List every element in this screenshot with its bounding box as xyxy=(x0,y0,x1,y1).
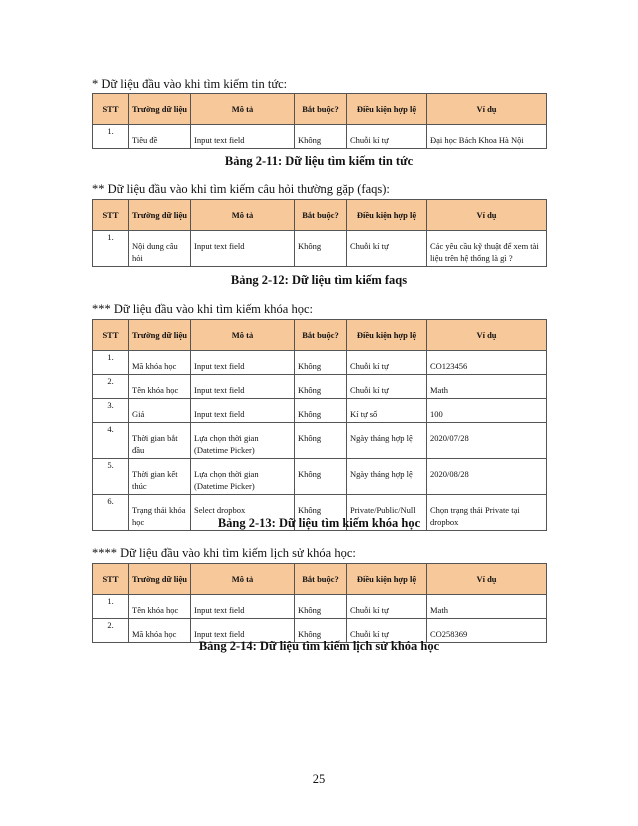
cell-stt: 1. xyxy=(93,125,129,149)
cell-field: Thời gian kết thúc xyxy=(129,459,191,495)
cell-field: Thời gian bắt đầu xyxy=(129,423,191,459)
cell-stt: 1. xyxy=(93,231,129,267)
cell-required: Không xyxy=(295,399,347,423)
header-example: Ví dụ xyxy=(427,200,547,231)
cell-example: Math xyxy=(427,595,547,619)
header-stt: STT xyxy=(93,320,129,351)
cell-condition: Chuỗi kí tự xyxy=(347,351,427,375)
table-caption-2-13: Bảng 2-13: Dữ liệu tìm kiếm khóa học xyxy=(217,516,421,530)
cell-required: Không xyxy=(295,495,347,531)
header-stt: STT xyxy=(93,564,129,595)
cell-stt: 2. xyxy=(93,375,129,399)
header-condition: Điều kiện hợp lệ xyxy=(347,320,427,351)
cell-field: Tên khóa học xyxy=(129,375,191,399)
header-required: Bắt buộc? xyxy=(295,320,347,351)
news-search-table xyxy=(92,93,547,149)
cell-stt: 1. xyxy=(93,595,129,619)
cell-example: Math xyxy=(427,375,547,399)
cell-desc: Lựa chọn thời gian (Datetime Picker) xyxy=(191,459,295,495)
cell-example: 100 xyxy=(427,399,547,423)
header-stt: STT xyxy=(93,94,129,125)
cell-condition: Chuỗi kí tự xyxy=(347,231,427,267)
header-condition: Điều kiện hợp lệ xyxy=(347,200,427,231)
cell-stt: 2. xyxy=(93,619,129,643)
header-field: Trường dữ liệu xyxy=(129,200,191,231)
table-header-row xyxy=(93,94,547,125)
cell-example: Các yêu cầu kỹ thuật để xem tài liệu trên hệ thống là gì ? xyxy=(427,231,547,267)
cell-condition: Chuỗi kí tự xyxy=(347,619,427,643)
cell-field: Mã khóa học xyxy=(129,619,191,643)
header-field: Trường dữ liệu xyxy=(129,564,191,595)
cell-condition: Chuỗi kí tự xyxy=(347,595,427,619)
cell-desc: Input text field xyxy=(191,619,295,643)
header-desc: Mô tả xyxy=(191,94,295,125)
cell-example: 2020/08/28 xyxy=(427,459,547,495)
header-required: Bắt buộc? xyxy=(295,564,347,595)
header-example: Ví dụ xyxy=(427,564,547,595)
cell-condition: Kí tự số xyxy=(347,399,427,423)
table-row xyxy=(93,399,547,423)
cell-desc: Input text field xyxy=(191,351,295,375)
cell-required: Không xyxy=(295,375,347,399)
cell-field: Giá xyxy=(129,399,191,423)
cell-desc: Input text field xyxy=(191,399,295,423)
cell-required: Không xyxy=(295,125,347,149)
cell-field: Tên khóa học xyxy=(129,595,191,619)
cell-desc: Input text field xyxy=(191,125,295,149)
header-desc: Mô tả xyxy=(191,320,295,351)
header-desc: Mô tả xyxy=(191,200,295,231)
header-field: Trường dữ liệu xyxy=(129,94,191,125)
course-history-search-table xyxy=(92,563,547,643)
table-header-row xyxy=(93,564,547,595)
section-intro-news: * Dữ liệu đầu vào khi tìm kiếm tin tức: xyxy=(92,77,288,91)
cell-desc: Input text field xyxy=(191,375,295,399)
cell-stt: 6. xyxy=(93,495,129,531)
cell-condition: Chuỗi kí tự xyxy=(347,125,427,149)
cell-required: Không xyxy=(295,459,347,495)
page-number: 25 xyxy=(312,772,326,786)
header-desc: Mô tả xyxy=(191,564,295,595)
section-intro-courses: *** Dữ liệu đầu vào khi tìm kiếm khóa học: xyxy=(92,302,313,316)
cell-condition: Chuỗi kí tự xyxy=(347,375,427,399)
cell-stt: 4. xyxy=(93,423,129,459)
faqs-search-table xyxy=(92,199,547,267)
table-caption-2-14: Bảng 2-14: Dữ liệu tìm kiếm lịch sử khóa học xyxy=(198,639,440,653)
cell-condition: Ngày tháng hợp lệ xyxy=(347,459,427,495)
table-row xyxy=(93,351,547,375)
section-intro-course-history: **** Dữ liệu đầu vào khi tìm kiếm lịch sử khóa học: xyxy=(92,546,356,560)
header-field: Trường dữ liệu xyxy=(129,320,191,351)
cell-field: Mã khóa học xyxy=(129,351,191,375)
cell-stt: 1. xyxy=(93,351,129,375)
cell-field: Trạng thái khóa học xyxy=(129,495,191,531)
cell-example: CO258369 xyxy=(427,619,547,643)
section-intro-faqs: ** Dữ liệu đầu vào khi tìm kiếm câu hỏi thường gặp (faqs): xyxy=(92,182,390,196)
cell-condition: Private/Public/Null xyxy=(347,495,427,531)
table-header-row xyxy=(93,200,547,231)
cell-required: Không xyxy=(295,619,347,643)
cell-example: Chọn trạng thái Private tại dropbox xyxy=(427,495,547,531)
header-required: Bắt buộc? xyxy=(295,200,347,231)
header-example: Ví dụ xyxy=(427,320,547,351)
table-row xyxy=(93,459,547,495)
cell-required: Không xyxy=(295,231,347,267)
cell-field: Tiêu đề xyxy=(129,125,191,149)
cell-example: Đại học Bách Khoa Hà Nội xyxy=(427,125,547,149)
cell-stt: 5. xyxy=(93,459,129,495)
table-row xyxy=(93,375,547,399)
header-condition: Điều kiện hợp lệ xyxy=(347,564,427,595)
header-example: Ví dụ xyxy=(427,94,547,125)
cell-field: Nội dung câu hỏi xyxy=(129,231,191,267)
cell-stt: 3. xyxy=(93,399,129,423)
cell-example: CO123456 xyxy=(427,351,547,375)
cell-required: Không xyxy=(295,423,347,459)
cell-required: Không xyxy=(295,351,347,375)
cell-desc: Lựa chọn thời gian (Datetime Picker) xyxy=(191,423,295,459)
cell-desc: Select dropbox xyxy=(191,495,295,531)
header-condition: Điều kiện hợp lệ xyxy=(347,94,427,125)
table-row xyxy=(93,125,547,149)
table-row xyxy=(93,423,547,459)
cell-example: 2020/07/28 xyxy=(427,423,547,459)
table-row xyxy=(93,595,547,619)
table-header-row xyxy=(93,320,547,351)
table-caption-2-11: Bảng 2-11: Dữ liệu tìm kiếm tin tức xyxy=(224,154,414,168)
header-stt: STT xyxy=(93,200,129,231)
table-row xyxy=(93,231,547,267)
cell-condition: Ngày tháng hợp lệ xyxy=(347,423,427,459)
cell-required: Không xyxy=(295,595,347,619)
cell-desc: Input text field xyxy=(191,595,295,619)
header-required: Bắt buộc? xyxy=(295,94,347,125)
table-caption-2-12: Bảng 2-12: Dữ liệu tìm kiếm faqs xyxy=(230,273,408,287)
cell-desc: Input text field xyxy=(191,231,295,267)
course-search-table xyxy=(92,319,547,531)
